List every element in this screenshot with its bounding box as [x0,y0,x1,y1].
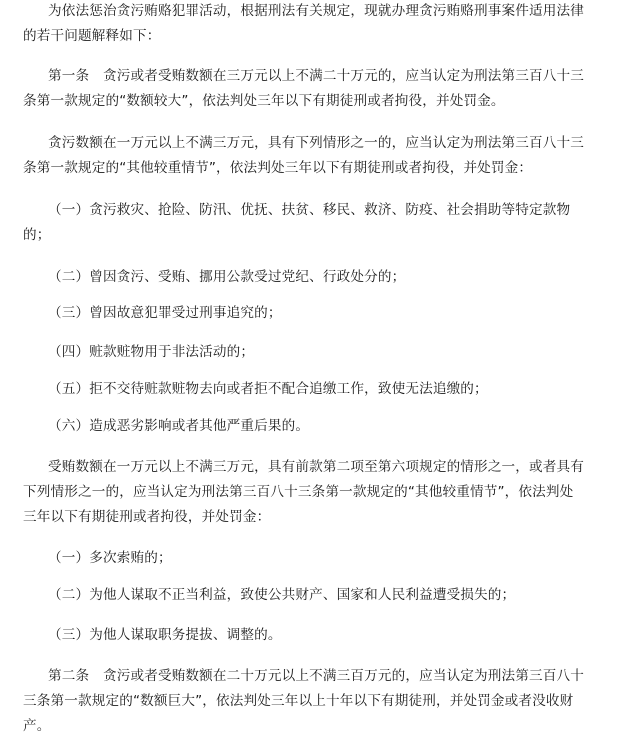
list-item: （一）贪污救灾、抢险、防汛、优抚、扶贫、移民、救济、防疫、社会捐助等特定款物 [48,202,571,218]
list-item: （一）多次索贿的； [48,550,172,566]
list-item: （二）曾因贪污、受贿、挪用公款受过党纪、行政处分的； [48,269,406,285]
article-1-line: 第一条 贪污或者受贿数额在三万元以上不满二十万元的，应当认定为刑法第三百八十三 [48,68,585,84]
text-line: 下列情形之一的，应当认定为刑法第三百八十三条第一款规定的“其他较重情节”，依法判处 [23,484,574,500]
list-item: （四）赃款赃物用于非法活动的； [48,344,255,360]
text-line: 条第一款规定的“数额较大”，依法判处三年以下有期徒刑或者拘役，并处罚金。 [23,93,505,109]
text-line: 条第一款规定的“其他较重情节”，依法判处三年以下有期徒刑或者拘役，并处罚金： [23,160,533,176]
article-2-line: 第二条 贪污或者受贿数额在二十万元以上不满三百万元的，应当认定为刑法第三百八十 [48,668,585,684]
list-item: （三）曾因故意犯罪受过刑事追究的； [48,305,282,321]
text-line: 三条第一款规定的“数额巨大”，依法判处三年以上十年以下有期徒刑，并处罚金或者没收财 [23,693,574,709]
list-item: （三）为他人谋取职务提拔、调整的。 [48,627,282,643]
text-line: 贪污数额在一万元以上不满三万元，具有下列情形之一的，应当认定为刑法第三百八十三 [48,135,585,151]
list-item: （二）为他人谋取不正当利益，致使公共财产、国家和人民利益遭受损失的； [48,587,516,603]
list-item: （五）拒不交待赃款赃物去向或者拒不配合追缴工作，致使无法追缴的； [48,381,488,397]
text-line: 受贿数额在一万元以上不满三万元，具有前款第二项至第六项规定的情形之一，或者具有 [48,459,585,475]
list-item: （六）造成恶劣影响或者其他严重后果的。 [48,418,310,434]
text-line: 为依法惩治贪污贿赂犯罪活动，根据刑法有关规定，现就办理贪污贿赂刑事案件适用法律 [48,3,585,19]
text-line: 产。 [23,718,51,734]
text-line: 的； [23,227,51,243]
text-line: 的若干问题解释如下： [23,28,161,44]
text-line: 三年以下有期徒刑或者拘役，并处罚金： [23,509,271,525]
